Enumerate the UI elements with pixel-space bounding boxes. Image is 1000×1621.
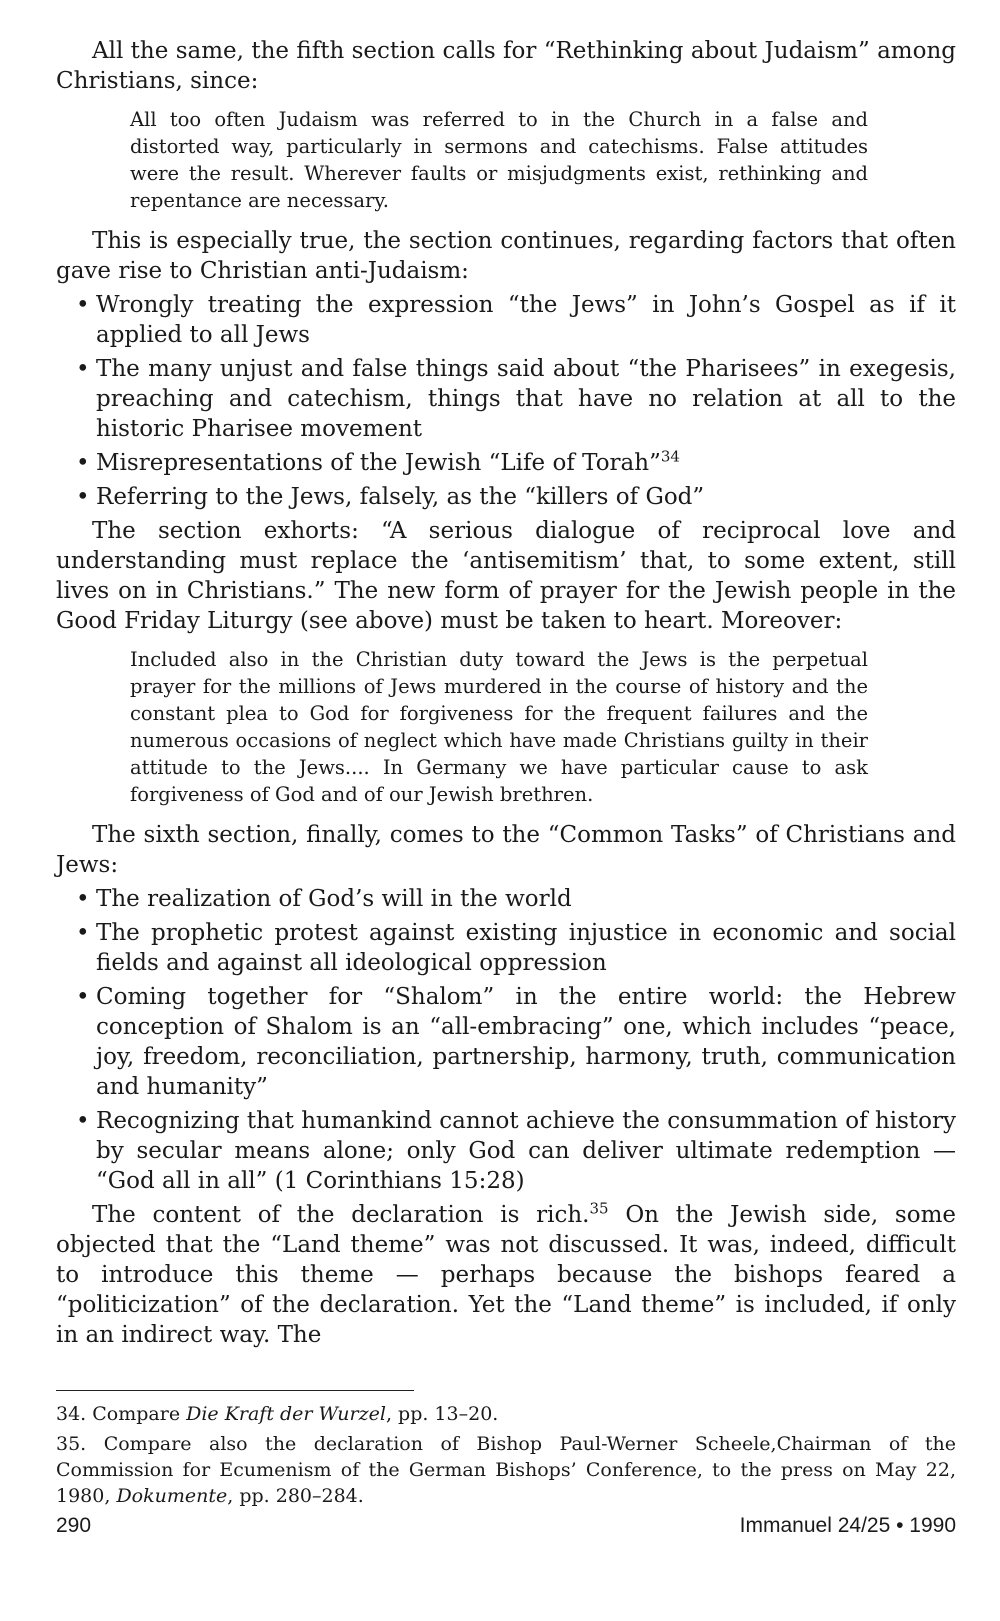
bullet-icon: • — [76, 920, 90, 946]
bullet-icon: • — [76, 1108, 90, 1134]
footnote-ref-34[interactable]: 34 — [660, 447, 680, 466]
list-common-tasks — [56, 884, 956, 1196]
list-item — [56, 1106, 956, 1196]
footnotes — [56, 1401, 956, 1509]
list-item — [56, 290, 956, 350]
list-item-text: Coming together for “Shalom” in the entire world: the Hebrew conception of Shalom is an “all-embracing” one, which includes “peace, joy, freedom, reconciliation, partnership, harmony, truth, communication and humanity” — [96, 984, 956, 1100]
list-item-text: The realization of God’s will in the world — [96, 886, 572, 912]
paragraph-anti-judaism-factors: This is especially true, the section continues, regarding factors that often gave rise to Christian anti-Judaism: — [56, 228, 956, 284]
list-item — [56, 354, 956, 444]
list-item-text: Referring to the Jews, falsely, as the “killers of God” — [96, 484, 705, 510]
block-quote-christian-duty: Included also in the Christian duty toward the Jews is the perpetual prayer for the millions of Jews murdered in the course of history and the constant plea to God for forgiveness for the frequent failures and the numerous occasions of neglect which have made Christians guilty in their attitude to the Jews.... In Germany we have particular cause to ask forgiveness of God and of our Jewish brethren. — [130, 648, 868, 806]
paragraph-text-start: The content of the declaration is rich. — [92, 1202, 590, 1228]
list-item — [56, 448, 956, 478]
footnote-number: 35. — [56, 1433, 87, 1455]
footnote-34 — [56, 1401, 956, 1427]
paragraph-exhortation: The section exhorts: “A serious dialogue of reciprocal love and understanding must replace the ‘antisemitism’ that, to some extent, still lives on in Christians.” The new form of prayer for the Jewish people in the Good Friday Liturgy (see above) must be taken to heart. Moreover: — [56, 518, 956, 634]
footnote-text-end: , pp. 13–20. — [385, 1403, 499, 1425]
bullet-icon: • — [76, 484, 90, 510]
paragraph-declaration-content — [56, 1200, 956, 1350]
footnote-title: Dokumente — [116, 1485, 228, 1507]
list-item-text: Wrongly treating the expression “the Jews” in John’s Gospel as if it applied to all Jews — [96, 292, 956, 348]
list-anti-judaism-factors — [56, 290, 956, 512]
footnote-title: Die Kraft der Wurzel — [186, 1403, 386, 1425]
bullet-icon: • — [76, 292, 90, 318]
list-item — [56, 482, 956, 512]
list-item — [56, 982, 956, 1102]
paragraph-sixth-section: The sixth section, finally, comes to the “Common Tasks” of Christians and Jews: — [56, 822, 956, 878]
list-item-text: Misrepresentations of the Jewish “Life of Torah” — [96, 450, 661, 476]
bullet-icon: • — [76, 450, 90, 476]
footnote-text-end: , pp. 280–284. — [227, 1485, 364, 1507]
bullet-icon: • — [76, 356, 90, 382]
page-body — [56, 36, 956, 1513]
list-item-text: The prophetic protest against existing injustice in economic and social fields and against all ideological oppression — [96, 920, 956, 976]
paragraph-fifth-section: All the same, the fifth section calls for “Rethinking about Judaism” among Christians, since: — [56, 38, 956, 94]
list-item — [56, 884, 956, 914]
bullet-icon: • — [76, 886, 90, 912]
page-number: 290 — [56, 1514, 92, 1537]
footnote-ref-35[interactable]: 35 — [589, 1199, 609, 1218]
bullet-icon: • — [76, 984, 90, 1010]
journal-citation: Immanuel 24/25 • 1990 — [739, 1514, 956, 1537]
list-item — [56, 918, 956, 978]
list-item-text: The many unjust and false things said about “the Pharisees” in exegesis, preaching and catechism, things that have no relation at all to the historic Pharisee movement — [96, 356, 956, 442]
footnote-35 — [56, 1431, 956, 1509]
footnote-number: 34. — [56, 1403, 87, 1425]
footnote-divider — [56, 1390, 414, 1391]
block-quote-rethinking: All too often Judaism was referred to in the Church in a false and distorted way, particularly in sermons and catechisms. False attitudes were the result. Wherever faults or misjudgments exist, rethinking and repentance are necessary. — [130, 108, 868, 212]
list-item-text: Recognizing that humankind cannot achieve the consummation of history by secular means alone; only God can deliver ultimate redemption — “God all in all” (1 Corinthians 15:28) — [96, 1108, 956, 1194]
paragraph-text-rest: On the Jewish side, some objected that the “Land theme” was not discussed. It was, indeed, difficult to introduce this theme — perhaps because the bishops feared a “politicization” of the declaration. Yet the “Land theme” is included, if only in an indirect way. The — [56, 1202, 957, 1348]
footnote-text: Compare — [86, 1403, 187, 1425]
footnote-text: Compare also the declaration of Bishop Paul-Werner Scheele,Chairman of the Commission for Ecumenism of the German Bishops’ Conference, to the press on May 22, 1980, — [56, 1433, 956, 1507]
